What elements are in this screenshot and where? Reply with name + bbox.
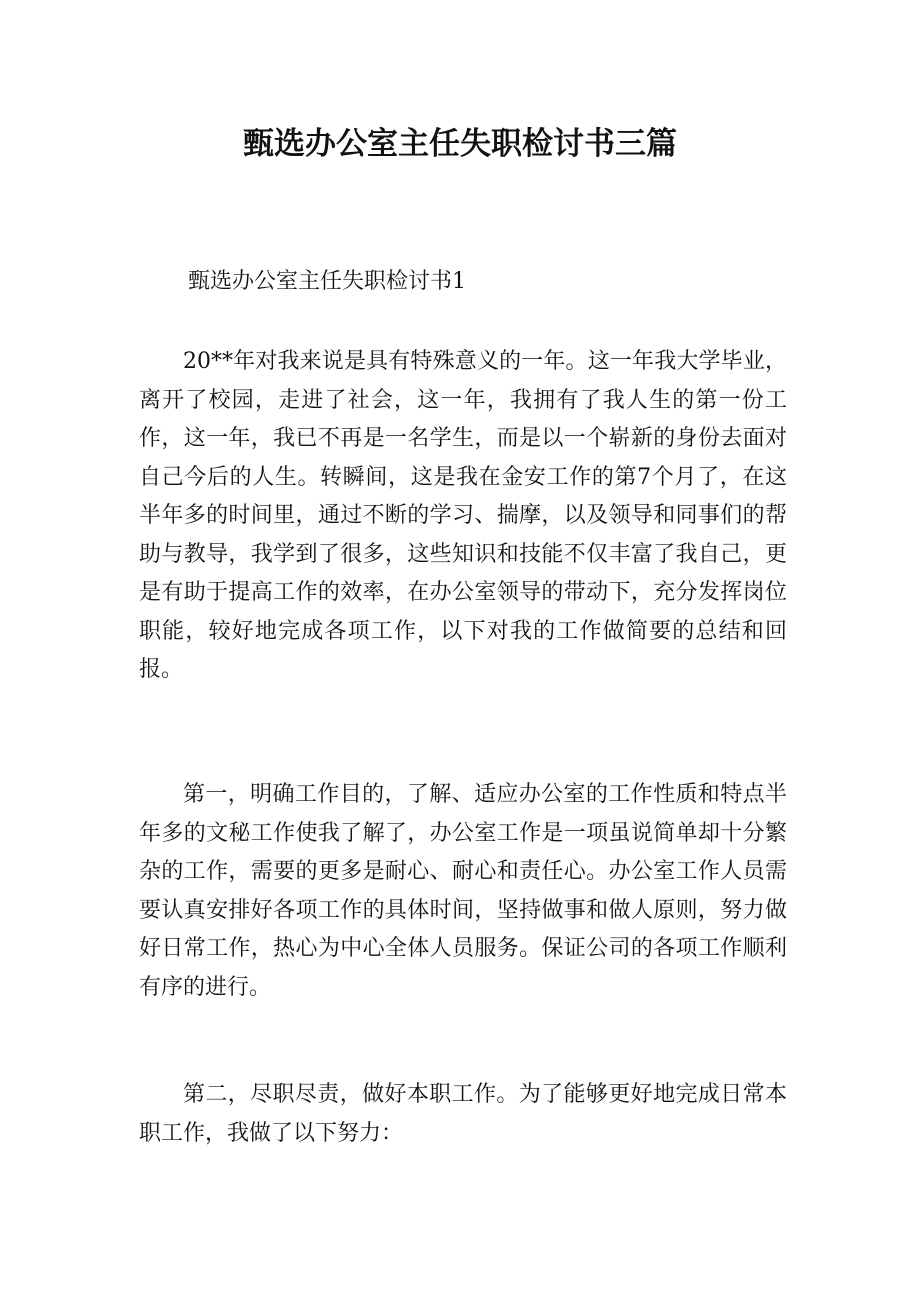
paragraph-first-point: 第一，明确工作目的，了解、适应办公室的工作性质和特点半年多的文秘工作使我了解了，办公室工作是一项虽说简单却十分繁杂的工作，需要的更多是耐心、耐心和责任心。办公室工作人员需要认真安排好各项工作的具体时间，坚持做事和做人原则，努力做好日常工作，热心为中心全体人员服务。保证公司的各项工作顺利有序的进行。 <box>139 782 787 1000</box>
section-heading: 甄选办公室主任失职检讨书1 <box>188 269 466 294</box>
paragraph-second-point: 第二，尽职尽责，做好本职工作。为了能够更好地完成日常本职工作，我做了以下努力： <box>139 1082 787 1146</box>
paragraph-intro: 20**年对我来说是具有特殊意义的一年。这一年我大学毕业，离开了校园，走进了社会，这一年，我拥有了我人生的第一份工作，这一年，我已不再是一名学生，而是以一个崭新的身份去面对自己今后的人生。转瞬间，这是我在金安工作的第7个月了，在这半年多的时间里，通过不断的学习、揣摩，以及领导和同事们的帮助与教导，我学到了很多，这些知识和技能不仅丰富了我自己，更是有助于提高工作的效率，在办公室领导的带动下，充分发挥岗位职能，较好地完成各项工作，以下对我的工作做简要的总结和回报。 <box>139 349 787 682</box>
document-title: 甄选办公室主任失职检讨书三篇 <box>243 126 677 162</box>
